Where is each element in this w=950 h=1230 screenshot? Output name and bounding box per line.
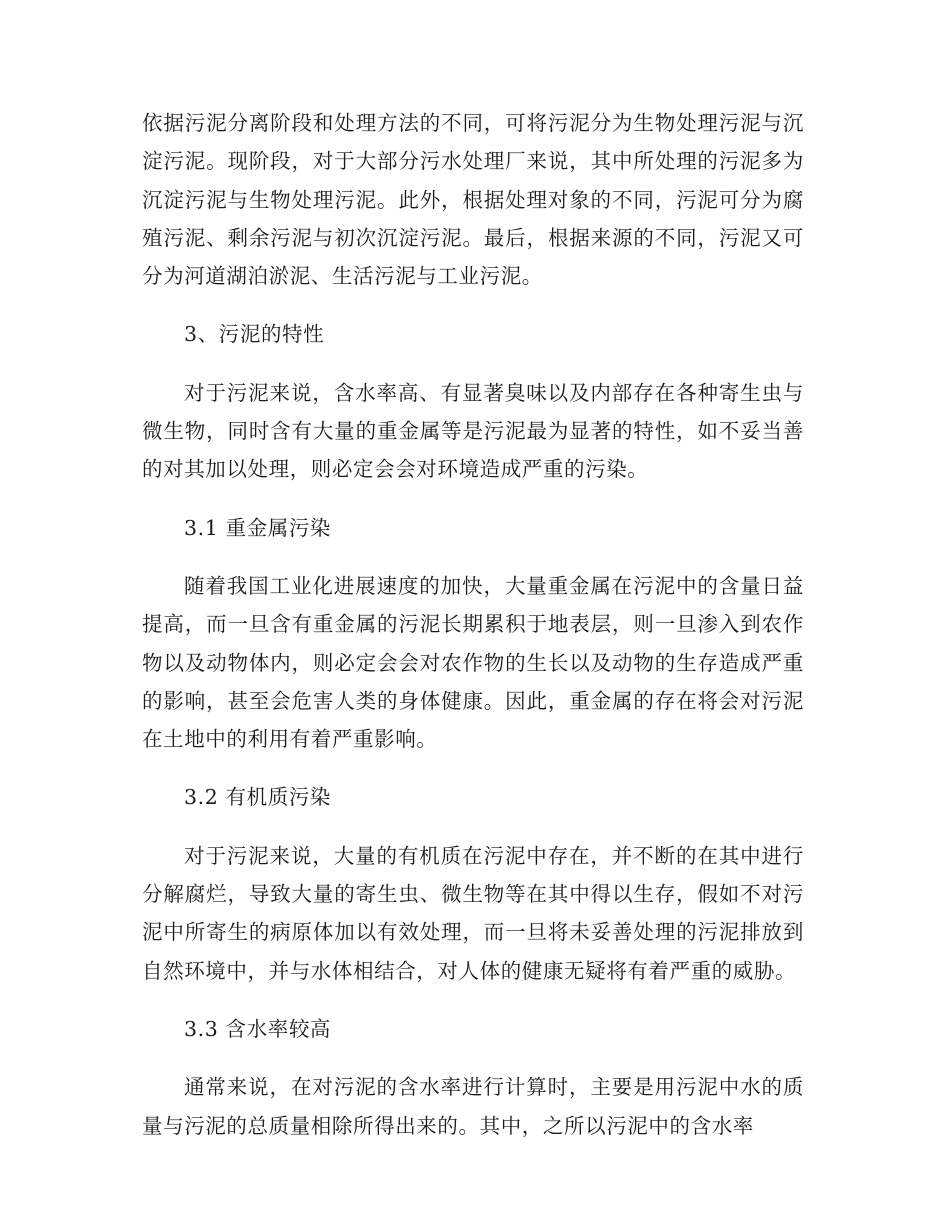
paragraph-heavy-metal: 随着我国工业化进展速度的加快，大量重金属在污泥中的含量日益提高，而一旦含有重金属的污泥长期累积于地表层，则一旦渗入到农作物以及动物体内，则必定会会对农作物的生长以及动物的生存造成严重的影响，甚至会危害人类的身体健康。因此，重金属的存在将会对污泥在土地中的利用有着严重影响。 [142, 573, 804, 752]
section-heading-sludge-properties: 3、污泥的特性 [184, 322, 325, 347]
paragraph-water-content: 通常来说，在对污泥的含水率进行计算时，主要是用污泥中水的质量与污泥的总质量相除所得出来的。其中，之所以污泥中的含水率 [142, 1075, 804, 1138]
paragraph-organic-matter: 对于污泥来说，大量的有机质在污泥中存在，并不断的在其中进行分解腐烂，导致大量的寄生虫、微生物等在其中得以生存，假如不对污泥中所寄生的病原体加以有效处理，而一旦将未妥善处理的污泥排放到自然环境中，并与水体相结合，对人体的健康无疑将有着严重的威胁。 [142, 843, 804, 983]
subsection-heading-organic-matter: 3.2 有机质污染 [184, 785, 332, 810]
paragraph-sludge-classification: 依据污泥分离阶段和处理方法的不同，可将污泥分为生物处理污泥与沉淀污泥。现阶段，对于大部分污水处理厂来说，其中所处理的污泥多为沉淀污泥与生物处理污泥。此外，根据处理对象的不同，污泥可分为腐殖污泥、剩余污泥与初次沉淀污泥。最后，根据来源的不同，污泥又可分为河道湖泊淤泥、生活污泥与工业污泥。 [142, 111, 804, 289]
subsection-heading-heavy-metal: 3.1 重金属污染 [184, 515, 332, 540]
paragraph-sludge-properties: 对于污泥来说，含水率高、有显著臭味以及内部存在各种寄生虫与微生物，同时含有大量的重金属等是污泥最为显著的特性，如不妥当善的对其加以处理，则必定会会对环境造成严重的污染。 [142, 380, 804, 482]
subsection-heading-water-content: 3.3 含水率较高 [184, 1016, 332, 1041]
document-body [142, 104, 804, 1165]
